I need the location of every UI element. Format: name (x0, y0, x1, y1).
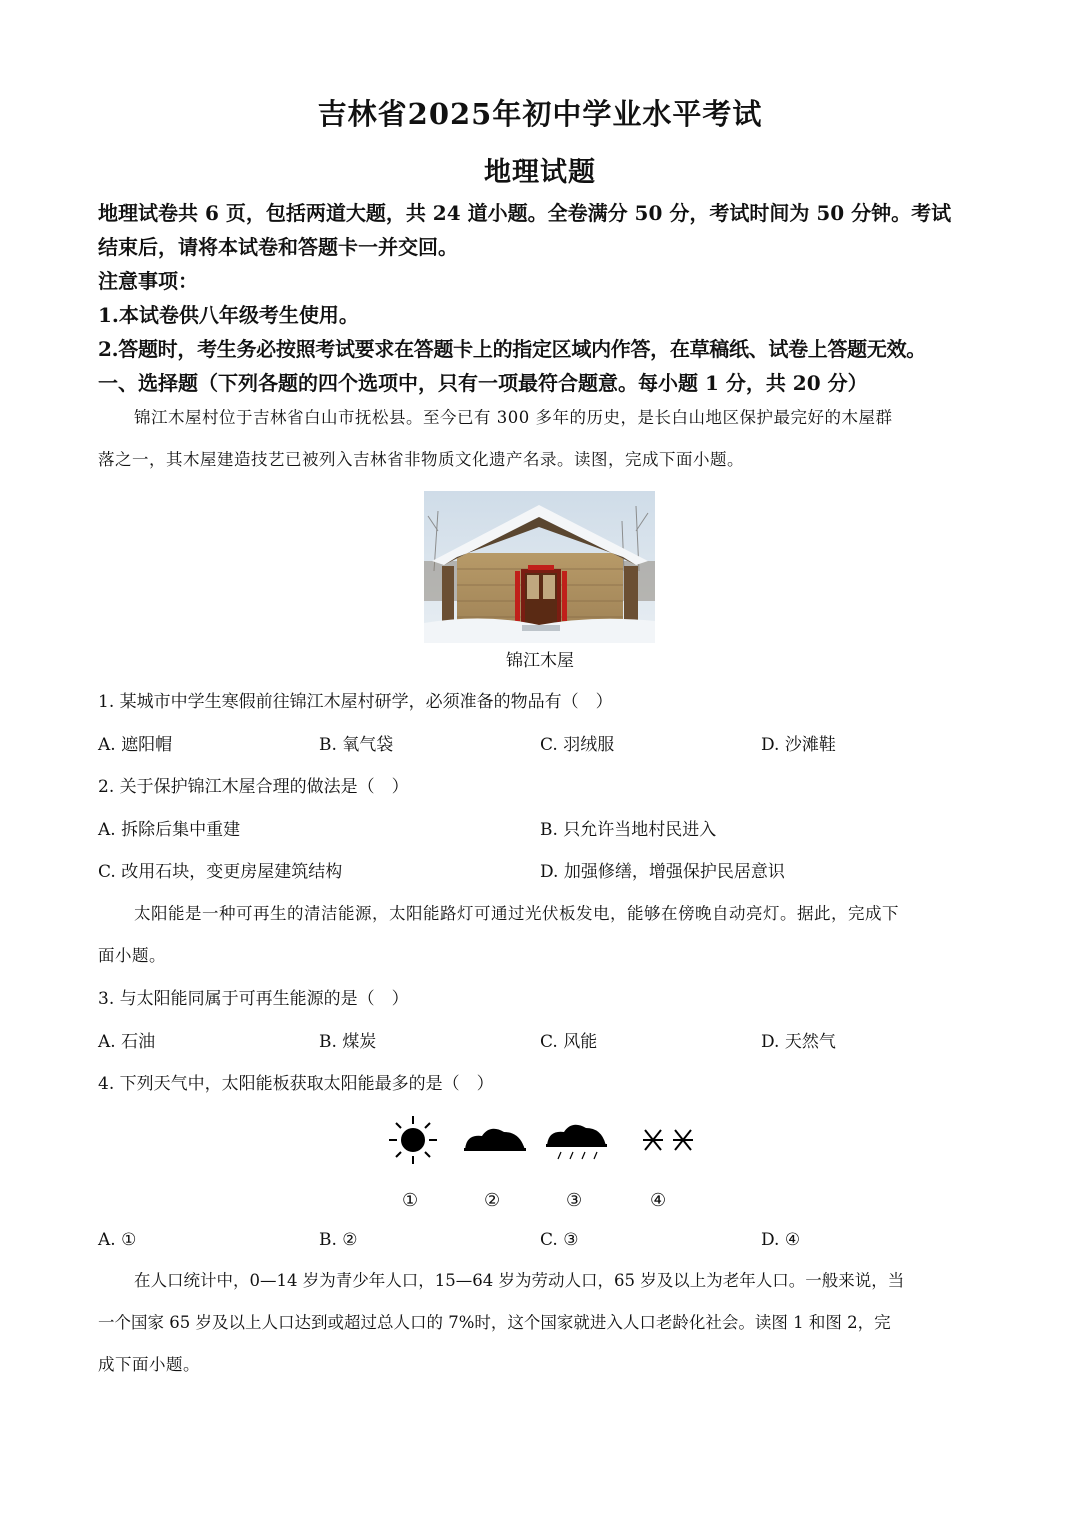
intro-line-2: 结束后，请将本试卷和答题卡一并交回。 (98, 235, 458, 259)
exam-subtitle: 地理试题 (484, 157, 596, 188)
question-2-option-c: C. 改用石块，变更房屋建筑结构 (98, 862, 343, 882)
weather-symbols (380, 1112, 710, 1172)
question-3-stem: 3. 与太阳能同属于可再生能源的是（ ） (98, 989, 409, 1009)
section-heading: 一、选择题（下列各题的四个选项中，只有一项最符合题意。每小题 1 分，共 20 分） (98, 371, 868, 395)
notice-1: 1.本试卷供八年级考生使用。 (98, 303, 359, 327)
weather-label-4: ④ (650, 1190, 667, 1211)
question-2-stem: 2. 关于保护锦江木屋合理的做法是（ ） (98, 777, 409, 797)
question-3-option-c: C. 风能 (540, 1032, 598, 1052)
question-4-option-a: A. ① (98, 1230, 137, 1250)
passage-2-line-1: 太阳能是一种可再生的清洁能源，太阳能路灯可通过光伏板发电，能够在傍晚自动亮灯。据此，完成下 (134, 904, 899, 923)
question-3-option-b: B. 煤炭 (319, 1032, 377, 1052)
cloudy-icon (464, 1129, 526, 1151)
weather-label-1: ① (402, 1190, 419, 1211)
passage-3-line-3: 成下面小题。 (98, 1355, 200, 1374)
question-1-option-a: A. 遮阳帽 (98, 735, 173, 755)
notice-heading: 注意事项： (98, 269, 198, 293)
passage-2-line-2: 面小题。 (98, 946, 166, 965)
question-2-option-d: D. 加强修缮，增强保护民居意识 (540, 862, 785, 882)
question-3-option-d: D. 天然气 (761, 1032, 836, 1052)
question-4-option-c: C. ③ (540, 1230, 579, 1250)
question-2-option-a: A. 拆除后集中重建 (98, 820, 241, 840)
notice-2: 2.答题时，考生务必按照考试要求在答题卡上的指定区域内作答，在草稿纸、试卷上答题无效。 (98, 337, 926, 361)
question-1-option-b: B. 氧气袋 (319, 735, 394, 755)
passage-1-line-1: 锦江木屋村位于吉林省白山市抚松县。至今已有 300 多年的历史，是长白山地区保护最完好的木屋群 (134, 408, 893, 427)
light-rain-icon (546, 1125, 607, 1159)
passage-3-line-2: 一个国家 65 岁及以上人口达到或超过总人口的 7%时，这个国家就进入人口老龄化社会。读图 1 和图 2，完 (98, 1313, 891, 1332)
passage-1-line-2: 落之一，其木屋建造技艺已被列入吉林省非物质文化遗产名录。读图，完成下面小题。 (98, 450, 744, 469)
question-1-option-c: C. 羽绒服 (540, 735, 615, 755)
wooden-house-photo (424, 491, 655, 643)
question-4-option-b: B. ② (319, 1230, 358, 1250)
question-1-stem: 1. 某城市中学生寒假前往锦江木屋村研学，必须准备的物品有（ ） (98, 692, 613, 712)
question-4-option-d: D. ④ (761, 1230, 801, 1250)
snow-icon (643, 1130, 693, 1150)
sunny-icon (389, 1116, 437, 1164)
question-1-option-d: D. 沙滩鞋 (761, 735, 836, 755)
question-3-option-a: A. 石油 (98, 1032, 156, 1052)
intro-line-1: 地理试卷共 6 页，包括两道大题，共 24 道小题。全卷满分 50 分，考试时间为 50 分钟。考试 (98, 201, 952, 225)
weather-label-3: ③ (566, 1190, 583, 1211)
photo-caption: 锦江木屋 (506, 651, 574, 671)
passage-3-line-1: 在人口统计中，0—14 岁为青少年人口，15—64 岁为劳动人口，65 岁及以上为老年人口。一般来说，当 (134, 1271, 905, 1290)
exam-title: 吉林省2025年初中学业水平考试 (317, 97, 763, 131)
question-2-option-b: B. 只允许当地村民进入 (540, 820, 717, 840)
question-4-stem: 4. 下列天气中，太阳能板获取太阳能最多的是（ ） (98, 1074, 494, 1094)
weather-label-2: ② (484, 1190, 501, 1211)
